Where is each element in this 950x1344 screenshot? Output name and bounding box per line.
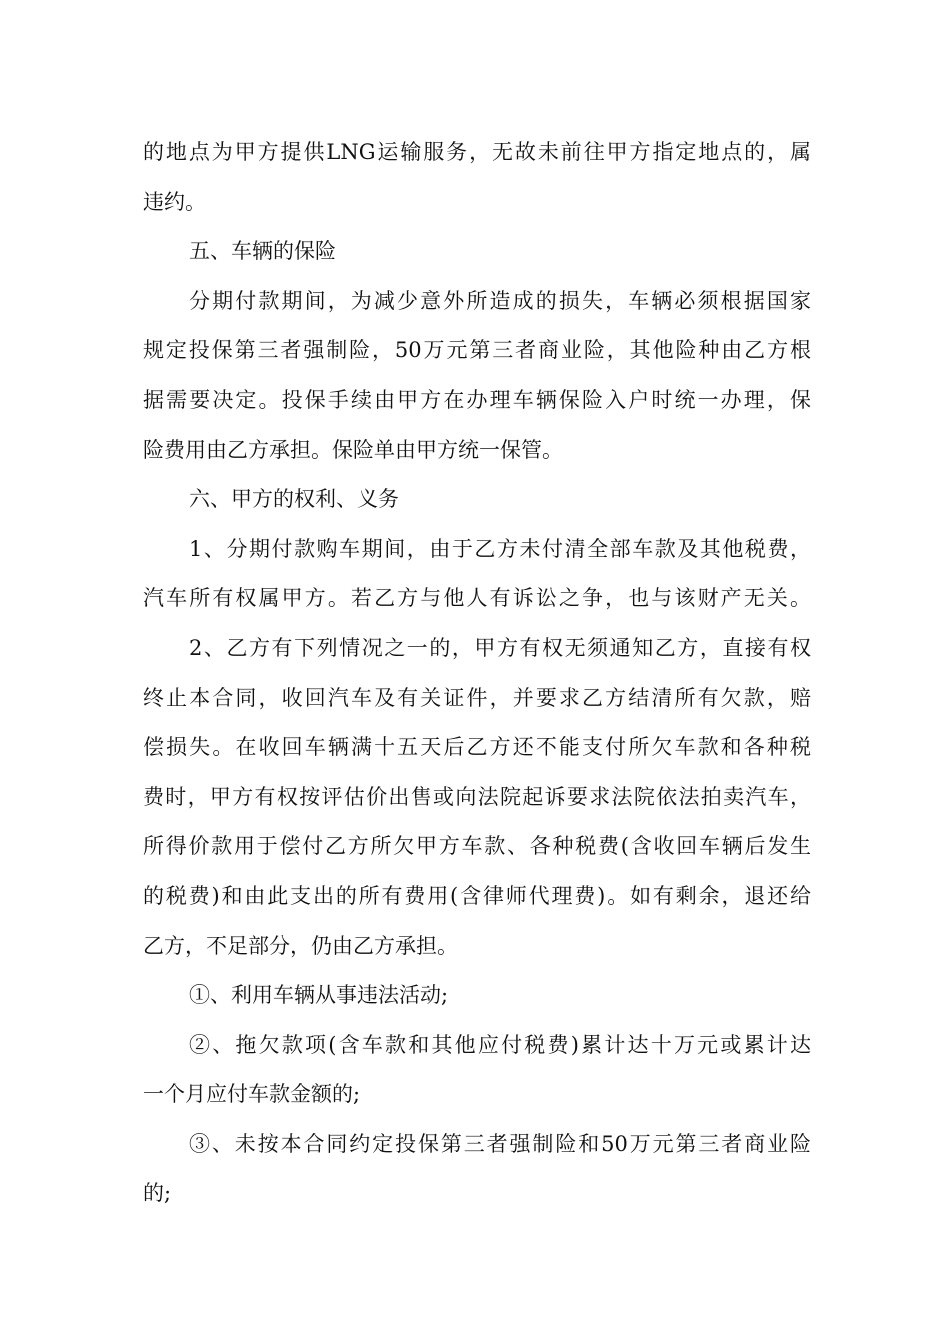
list-item: ①、利用车辆从事违法活动; [189, 983, 449, 1008]
text-line: 2、乙方有下列情况之一的，甲方有权无须通知乙方，直接有权 [189, 635, 811, 660]
document-body [143, 128, 811, 1219]
text-line: 据需要决定。投保手续由甲方在办理车辆保险入户时统一办理，保 [143, 387, 811, 412]
text-line: 所得价款用于偿付乙方所欠甲方车款、各种税费(含收回车辆后发生 [143, 834, 811, 859]
text-line: 分期付款期间，为减少意外所造成的损失，车辆必须根据国家 [189, 288, 811, 313]
text-line: 一个月应付车款金额的; [143, 1082, 361, 1107]
text-line: 违约。 [143, 189, 206, 214]
section-heading: 六、甲方的权利、义务 [189, 487, 399, 512]
text-line: 偿损失。在收回车辆满十五天后乙方还不能支付所欠车款和各种税 [143, 735, 811, 760]
text-line: 费时，甲方有权按评估价出售或向法院起诉要求法院依法拍卖汽车， [143, 784, 811, 809]
text-line: 终止本合同，收回汽车及有关证件，并要求乙方结清所有欠款，赔 [143, 685, 811, 710]
text-line: 汽车所有权属甲方。若乙方与他人有诉讼之争，也与该财产无关。 [143, 586, 811, 611]
list-item: ②、拖欠款项(含车款和其他应付税费)累计达十万元或累计达 [189, 1032, 811, 1057]
text-line: 乙方，不足部分，仍由乙方承担。 [143, 933, 458, 958]
text-line: 的地点为甲方提供LNG运输服务，无故未前往甲方指定地点的，属 [143, 140, 811, 164]
text-line: 的; [143, 1181, 172, 1206]
list-item: ③、未按本合同约定投保第三者强制险和50万元第三者商业险 [189, 1131, 811, 1156]
section-heading: 五、车辆的保险 [189, 239, 336, 264]
text-line: 险费用由乙方承担。保险单由甲方统一保管。 [143, 437, 563, 462]
text-line: 规定投保第三者强制险，50万元第三者商业险，其他险种由乙方根 [143, 338, 811, 363]
text-line: 的税费)和由此支出的所有费用(含律师代理费)。如有剩余，退还给 [143, 883, 811, 908]
text-line: 1、分期付款购车期间，由于乙方未付清全部车款及其他税费， [189, 536, 811, 561]
